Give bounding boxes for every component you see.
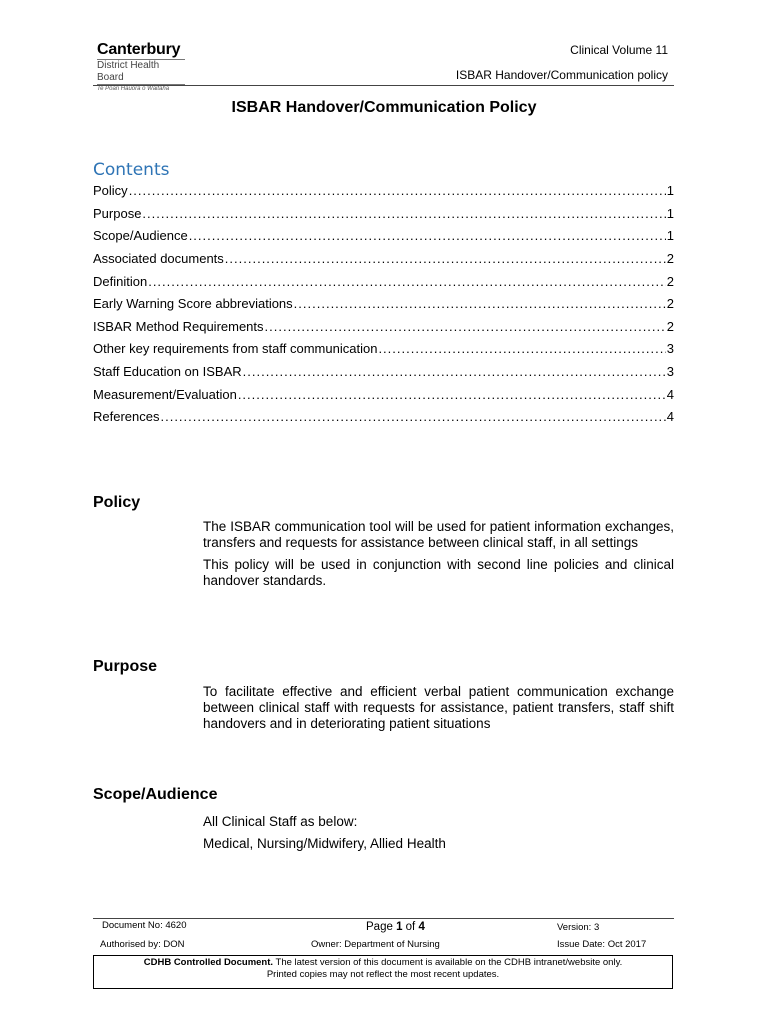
toc-entry-label: ISBAR Method Requirements [93,318,264,334]
logo-subtitle: District Health Board [97,59,185,85]
page-prefix: Page [366,921,397,933]
toc-entry-page: 3 [666,364,674,380]
policy-heading: Policy [93,494,141,511]
toc-entry[interactable] [93,364,674,387]
controlled-text: The latest version of this document is available on the CDHB intranet/website only. [273,957,623,968]
toc-leader-dots [129,183,666,198]
toc-leader-dots [148,274,666,289]
toc-leader-dots [265,319,666,334]
toc-entry-label: Other key requirements from staff communication [93,341,378,357]
document-title: ISBAR Handover/Communication Policy [231,99,537,116]
toc-leader-dots [142,206,665,221]
toc-entry[interactable] [93,206,674,229]
toc-entry-label: Purpose [93,205,142,221]
cdhb-logo [97,41,197,94]
toc-entry-label: Measurement/Evaluation [93,386,237,402]
toc-leader-dots [238,387,666,402]
scope-heading: Scope/Audience [93,786,218,803]
policy-paragraph: This policy will be used in conjunction with second line policies and clinical handover standards. [203,557,674,588]
toc-entry[interactable] [93,387,674,410]
header-volume: Clinical Volume 11 [570,43,668,57]
toc-entry-label: References [93,409,160,425]
toc-entry-label: Associated documents [93,250,224,266]
toc-entry-label: Early Warning Score abbreviations [93,296,293,312]
toc-entry-label: Scope/Audience [93,228,188,244]
toc-entry-page: 2 [666,273,674,289]
scope-paragraph: Medical, Nursing/Midwifery, Allied Health [203,836,446,851]
toc-entry-page: 4 [666,409,674,425]
toc-entry-page: 2 [666,296,674,312]
toc-entry-page: 3 [666,341,674,357]
toc-entry[interactable] [93,251,674,274]
table-of-contents [93,183,674,432]
footer-issue-date: Issue Date: Oct 2017 [557,939,647,950]
controlled-label: CDHB Controlled Document. [143,957,274,968]
toc-entry[interactable] [93,228,674,251]
contents-heading: Contents [93,160,170,180]
header-doc-name: ISBAR Handover/Communication policy [455,68,668,82]
toc-entry-page: 1 [666,228,674,244]
toc-entry[interactable] [93,183,674,206]
footer-authorised: Authorised by: DON [100,939,185,950]
toc-entry-label: Definition [93,273,148,289]
purpose-paragraph: To facilitate effective and efficient verbal patient communication exchange between clinical staff with requests for assistance, patient transfers, staff shift handovers and in deteriorating patient situations [203,684,674,731]
toc-entry-page: 4 [666,386,674,402]
footer-divider [93,918,674,919]
toc-leader-dots [294,296,666,311]
toc-entry-page: 1 [666,183,674,198]
toc-entry[interactable] [93,296,674,319]
toc-leader-dots [225,251,666,266]
header-divider [93,85,674,86]
controlled-document-notice [93,955,673,989]
footer-document-number: Document No: 4620 [102,920,187,931]
toc-leader-dots [243,364,666,379]
toc-entry[interactable] [93,274,674,297]
toc-leader-dots [160,409,665,424]
toc-leader-dots [189,228,666,243]
toc-entry-page: 2 [666,318,674,334]
purpose-body [203,684,674,738]
toc-entry-page: 2 [666,250,674,266]
policy-paragraph: The ISBAR communication tool will be used for patient information exchanges, transfers and requests for assistance between clinical staff, in all settings [203,519,674,550]
toc-entry[interactable] [93,409,674,432]
scope-body [203,811,674,855]
footer-version: Version: 3 [557,922,600,933]
footer-owner: Owner: Department of Nursing [311,939,440,950]
toc-leader-dots [378,341,665,356]
policy-body [203,519,674,595]
controlled-text-line2: Printed copies may not reflect the most recent updates. [266,969,500,980]
logo-name: Canterbury [97,41,181,58]
page-current: 1 [396,921,403,933]
logo-tagline: Te Poari Hauora ō Waitaha [97,86,170,92]
purpose-heading: Purpose [93,658,158,675]
toc-entry[interactable] [93,341,674,364]
toc-entry-label: Policy [93,183,128,198]
scope-paragraph: All Clinical Staff as below: [203,814,358,829]
page-total: 4 [418,921,425,933]
toc-entry[interactable] [93,319,674,342]
footer-page-number [366,921,425,933]
toc-entry-label: Staff Education on ISBAR [93,364,242,380]
page-of: of [402,921,419,933]
toc-entry-page: 1 [666,205,674,221]
